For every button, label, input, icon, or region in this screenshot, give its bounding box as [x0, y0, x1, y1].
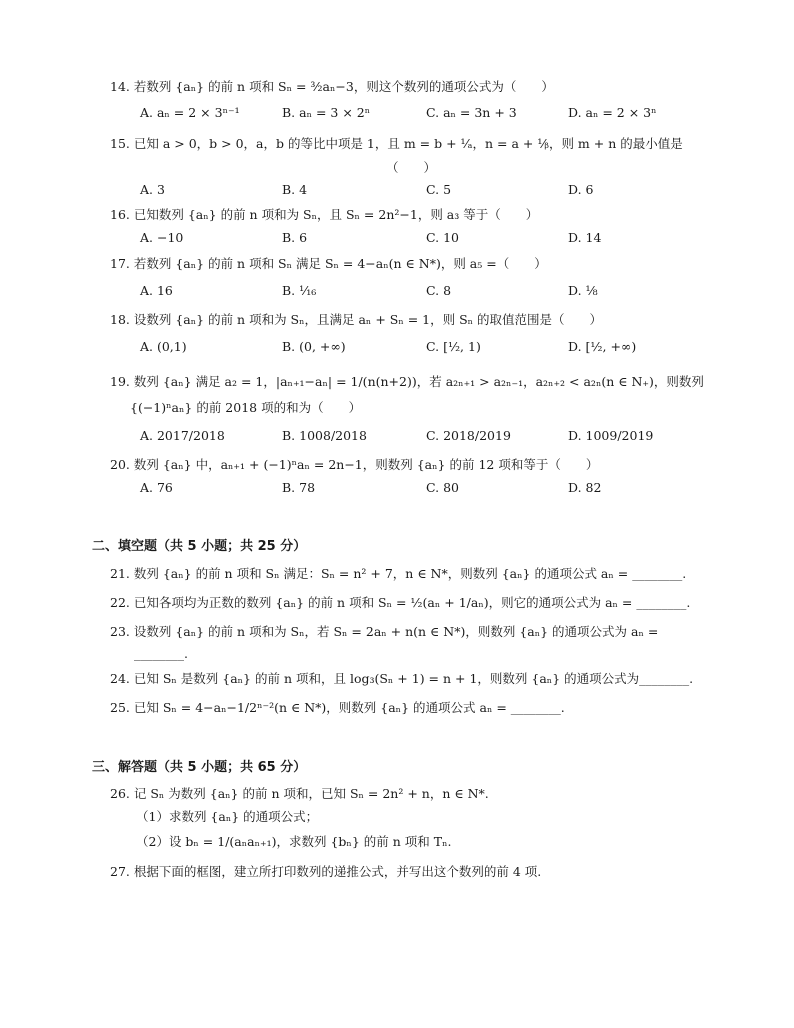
q19-option-d: D. 1009/2019 — [568, 428, 654, 443]
q14-option-b: B. aₙ = 3 × 2ⁿ — [282, 105, 371, 120]
q15-option-c: C. 5 — [426, 182, 452, 197]
question-24: 24. 已知 Sₙ 是数列 {aₙ} 的前 n 项和，且 log₃(Sₙ + 1) = n + 1，则数列 {aₙ} 的通项公式为________. — [110, 671, 694, 686]
q17-option-b: B. ¹⁄₁₆ — [282, 283, 317, 298]
section-2-heading: 二、填空题（共 5 小题；共 25 分） — [92, 539, 307, 554]
q15-option-a: A. 3 — [140, 182, 165, 197]
question-17: 17. 若数列 {aₙ} 的前 n 项和 Sₙ 满足 Sₙ = 4−aₙ(n ∈ N*)，则 a₅ =（ ） — [110, 256, 547, 271]
question-21: 21. 数列 {aₙ} 的前 n 项和 Sₙ 满足：Sₙ = n² + 7，n ∈ N*，则数列 {aₙ} 的通项公式 aₙ = ________. — [110, 566, 687, 581]
q20-option-a: A. 76 — [140, 480, 173, 495]
q19-option-b: B. 1008/2018 — [282, 428, 367, 443]
q15-answer-paren: （ ） — [386, 160, 437, 175]
q15-option-b: B. 4 — [282, 182, 308, 197]
section-3-heading: 三、解答题（共 5 小题；共 65 分） — [92, 760, 307, 775]
q14-option-a: A. aₙ = 2 × 3ⁿ⁻¹ — [140, 105, 240, 120]
q14-option-c: C. aₙ = 3n + 3 — [426, 105, 517, 120]
question-26: 26. 记 Sₙ 为数列 {aₙ} 的前 n 项和，已知 Sₙ = 2n² + n，n ∈ N*. — [110, 786, 489, 801]
question-23-line-2: ________. — [134, 646, 188, 661]
q16-option-a: A. −10 — [140, 230, 184, 245]
q20-option-c: C. 80 — [426, 480, 459, 495]
question-20: 20. 数列 {aₙ} 中，aₙ₊₁ + (−1)ⁿaₙ = 2n−1，则数列 {aₙ} 的前 12 项和等于（ ） — [110, 457, 599, 472]
question-25: 25. 已知 Sₙ = 4−aₙ−1/2ⁿ⁻²(n ∈ N*)，则数列 {aₙ} 的通项公式 aₙ = ________. — [110, 700, 565, 715]
q17-option-d: D. ¹⁄₈ — [568, 283, 598, 298]
q16-option-d: D. 14 — [568, 230, 602, 245]
q16-option-b: B. 6 — [282, 230, 308, 245]
q18-option-c: C. [½, 1) — [426, 339, 481, 354]
q18-option-a: A. (0,1) — [140, 339, 187, 354]
q14-option-d: D. aₙ = 2 × 3ⁿ — [568, 105, 657, 120]
question-27: 27. 根据下面的框图，建立所打印数列的递推公式，并写出这个数列的前 4 项. — [110, 864, 542, 879]
question-16: 16. 已知数列 {aₙ} 的前 n 项和为 Sₙ，且 Sₙ = 2n²−1，则 a₃ 等于（ ） — [110, 207, 539, 222]
q20-option-b: B. 78 — [282, 480, 316, 495]
q15-option-d: D. 6 — [568, 182, 594, 197]
question-22: 22. 已知各项均为正数的数列 {aₙ} 的前 n 项和 Sₙ = ½(aₙ + 1/aₙ)，则它的通项公式为 aₙ = ________. — [110, 595, 691, 610]
question-14: 14. 若数列 {aₙ} 的前 n 项和 Sₙ = ³⁄₂aₙ−3，则这个数列的通项公式为（ ） — [110, 79, 554, 94]
question-26-part-1: （1）求数列 {aₙ} 的通项公式； — [136, 809, 319, 824]
q19-option-c: C. 2018/2019 — [426, 428, 511, 443]
q16-option-c: C. 10 — [426, 230, 459, 245]
question-23-line-1: 23. 设数列 {aₙ} 的前 n 项和为 Sₙ，若 Sₙ = 2aₙ + n(n ∈ N*)，则数列 {aₙ} 的通项公式为 aₙ = — [110, 624, 659, 639]
q18-option-d: D. [½, +∞) — [568, 339, 637, 354]
q19-option-a: A. 2017/2018 — [140, 428, 225, 443]
question-18: 18. 设数列 {aₙ} 的前 n 项和为 Sₙ，且满足 aₙ + Sₙ = 1，则 Sₙ 的取值范围是（ ） — [110, 312, 603, 327]
q17-option-a: A. 16 — [140, 283, 173, 298]
question-26-part-2: （2）设 bₙ = 1/(aₙaₙ₊₁)，求数列 {bₙ} 的前 n 项和 Tₙ. — [136, 834, 452, 849]
q20-option-d: D. 82 — [568, 480, 602, 495]
question-19-line-2: {(−1)ⁿaₙ} 的前 2018 项的和为（ ） — [130, 400, 362, 415]
question-19-line-1: 19. 数列 {aₙ} 满足 a₂ = 1，|aₙ₊₁−aₙ| = 1/(n(n+2))，若 a₂ₙ₊₁ > a₂ₙ₋₁，a₂ₙ₊₂ < a₂ₙ(n ∈ N₊)，则数列 — [110, 374, 704, 389]
q17-option-c: C. 8 — [426, 283, 452, 298]
q18-option-b: B. (0, +∞) — [282, 339, 346, 354]
question-15: 15. 已知 a > 0，b > 0，a，b 的等比中项是 1，且 m = b + ¹⁄ₐ，n = a + ¹⁄ᵦ，则 m + n 的最小值是 — [110, 136, 683, 151]
